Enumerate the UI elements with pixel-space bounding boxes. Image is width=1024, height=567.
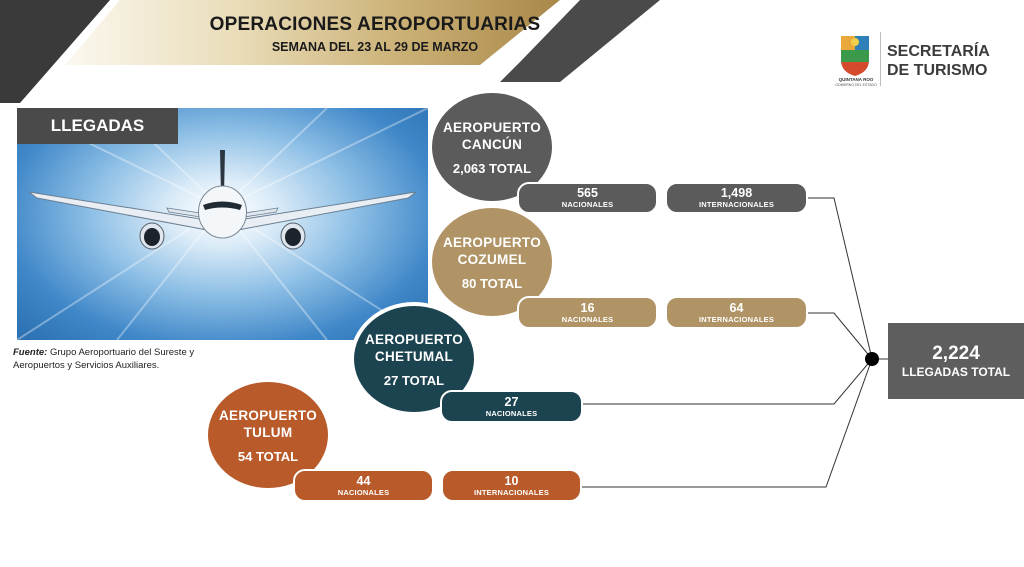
pill-label: INTERNACIONALES (698, 200, 775, 209)
source-prefix: Fuente: (13, 347, 48, 358)
pill-value: 44 (356, 473, 371, 488)
airport-name-line2: CANCÚN (461, 136, 523, 152)
airport-total: 54 TOTAL (237, 448, 299, 464)
airport-name-line2: COZUMEL (457, 251, 527, 267)
source-text-line1: Grupo Aeroportuario del Sureste y (47, 347, 195, 358)
logo-line2: DE TURISMO (887, 62, 988, 79)
pill-value: 1,498 (720, 186, 753, 200)
pill-tulum-nacionales (293, 469, 434, 502)
pill-label: INTERNACIONALES (698, 314, 775, 324)
pill-label: INTERNACIONALES (473, 487, 550, 497)
pill-label: NACIONALES (561, 314, 614, 324)
summary-value: 2,224 (932, 342, 980, 364)
airport-total: 27 TOTAL (383, 372, 445, 388)
pill-tulum-internacionales (441, 469, 582, 502)
pill-value: 10 (504, 473, 519, 488)
pill-value: 64 (729, 300, 744, 315)
airport-name: AEROPUERTO (218, 407, 317, 423)
pill-label: NACIONALES (337, 487, 390, 497)
page-title: OPERACIONES AEROPORTUARIAS (209, 14, 541, 35)
airport-name-line2: CHETUMAL (374, 348, 454, 364)
airport-name-line2: TULUM (243, 424, 293, 440)
page-subtitle: SEMANA DEL 23 AL 29 DE MARZO (271, 40, 479, 54)
source-text-line2: Aeropuertos y Servicios Auxiliares. (13, 360, 160, 371)
logo-line1: SECRETARÍA (887, 43, 990, 60)
airport-name: AEROPUERTO (364, 331, 463, 347)
emblem-caption: QUINTANA ROO (838, 77, 874, 82)
pill-label: NACIONALES (485, 408, 538, 418)
pill-chetumal-nacionales (440, 390, 583, 423)
pill-cancun-nacionales (517, 182, 658, 214)
summary-total-box (888, 323, 1024, 399)
airport-name: AEROPUERTO (442, 119, 541, 135)
pill-cozumel-nacionales (517, 296, 658, 329)
pill-label: NACIONALES (561, 200, 614, 209)
airport-total: 80 TOTAL (461, 275, 523, 291)
pill-value: 16 (580, 300, 595, 315)
summary-label: LLEGADAS TOTAL (901, 364, 1011, 379)
emblem-subcaption: GOBIERNO DEL ESTADO (835, 83, 877, 87)
airport-name: AEROPUERTO (442, 234, 541, 250)
pill-cancun-internacionales (665, 182, 808, 214)
pill-value: 565 (577, 186, 598, 200)
section-label: LLEGADAS (17, 108, 178, 144)
airport-total: 2,063 TOTAL (452, 160, 532, 176)
junction-dot (865, 352, 879, 366)
pill-value: 27 (504, 394, 519, 409)
pill-cozumel-internacionales (665, 296, 808, 329)
